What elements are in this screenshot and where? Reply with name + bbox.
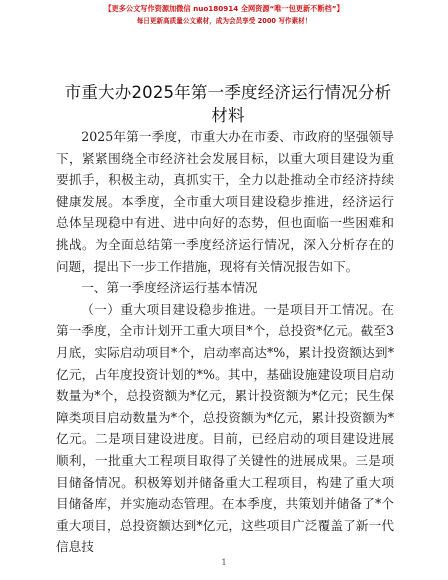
document-body bbox=[56, 126, 394, 558]
intro-paragraph: 2025年第一季度，市重大办在市委、市政府的坚强领导下，紧紧围绕全市经济社会发展目标，以重大项目建设为重要抓手，积极主动，真抓实干，全力以赴推动全市经济持续健康发展。本季度，全市重大项目建设稳步推进，经济运行总体呈现稳中有进、进中向好的态势，但也面临一些困难和挑战。为全面总结第一季度经济运行情况，深入分析存在的问题，提出下一步工作措施，现将有关情况报告如下。 bbox=[56, 129, 394, 274]
section-paragraph: （一）重大项目建设稳步推进。一是项目开工情况。在第一季度，全市计划开工重大项目*个，总投资*亿元。截至3月底，实际启动项目*个，启动率高达*%，累计投资额达到*亿元，占年度投资计划的*%。其中，基础设施建设项目启动数量为*个，总投资额为*亿元，累计投资额为*亿元；民生保障类项目启动数量为*个，总投资额为*亿元，累计投资额为*亿元。二是项目建设进度。目前，已经启动的项目建设进展顺利，一批重大工程项目取得了关键性的进展成果。三是项目储备情况。积极筹划并储备重大工程项目，构建了重大项目储备库，并实施动态管理。在本季度，共策划并储备了*个重大项目，总投资额达到*亿元，这些项目广泛覆盖了新一代信息技 bbox=[56, 301, 394, 555]
section-heading: 一、第一季度经济运行基本情况 bbox=[81, 280, 258, 296]
document-title: 市重大办2025年第一季度经济运行情况分析材料 bbox=[64, 83, 392, 125]
page-number: 1 bbox=[221, 558, 227, 567]
promo-banner-line2: 每日更新高质量公文素材，成为会员享受 2000 写作素材！ bbox=[136, 17, 312, 25]
promo-banner-line1: 【更多公文写作资源加微信 nuo180914 全网资源“唯一包更新不断档”】 bbox=[104, 4, 344, 13]
promo-banner bbox=[0, 4, 448, 26]
